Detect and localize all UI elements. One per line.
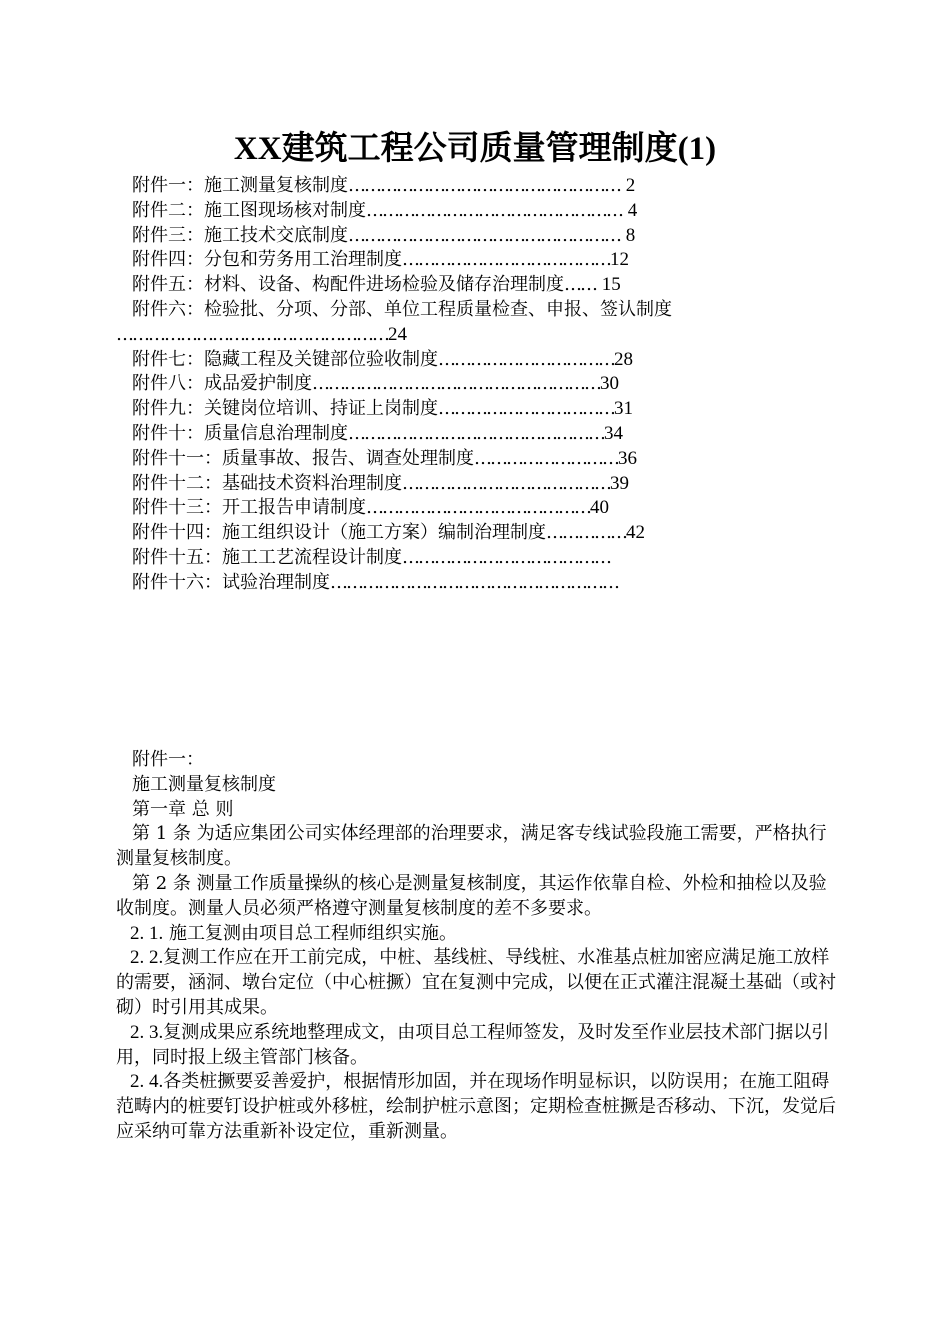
toc-page-number: 30 (600, 373, 619, 395)
toc-label: 附件十五：施工工艺流程设计制度 (132, 546, 402, 568)
section-title: 施工测量复核制度 (132, 773, 276, 795)
toc-leader: …………………………………………… (348, 175, 620, 196)
toc-entry[interactable] (132, 372, 812, 397)
document-title: XX建筑工程公司质量管理制度(1) (233, 131, 717, 167)
clause-paragraph (116, 922, 836, 947)
clause-text: 施工复测由项目总工程师组织实施。 (163, 922, 457, 944)
toc-entry[interactable] (132, 521, 812, 546)
toc-leader: …………………………………… (366, 497, 590, 519)
article-label: 第 2 条 (132, 872, 191, 894)
toc-page-number: 12 (610, 249, 629, 271)
article-paragraph (116, 822, 836, 872)
toc-entry[interactable] (132, 199, 812, 224)
toc-label: 附件七：隐藏工程及关键部位验收制度 (132, 348, 438, 370)
toc-entry[interactable] (132, 298, 812, 323)
toc-leader: ……………………… (474, 447, 618, 469)
toc-entry[interactable] (132, 397, 812, 422)
table-of-contents (116, 174, 812, 596)
toc-leader: …………………………………………… (116, 323, 388, 345)
toc-leader: ………………………………………… (366, 199, 622, 221)
toc-leader: …… (564, 274, 596, 296)
toc-page-number: 28 (614, 348, 633, 370)
toc-leader: ………………………………… (402, 472, 610, 494)
toc-label: 附件十：质量信息治理制度 (132, 422, 348, 444)
toc-leader: …………………………… (438, 398, 614, 420)
clause-text: 复测成果应系统地整理成文，由项目总工程师签发，及时发至作业层技术部门据以引用，同时报上级主管部门核备。 (116, 1021, 830, 1068)
toc-label: 附件八：成品爱护制度 (132, 373, 312, 395)
toc-label: 附件六：检验批、分项、分部、单位工程质量检查、申报、签认制度 (132, 298, 672, 320)
toc-leader: ………………………………………… (348, 422, 604, 444)
toc-entry[interactable] (132, 174, 812, 199)
toc-entry[interactable] (132, 422, 812, 447)
toc-page-number: 8 (625, 224, 636, 246)
toc-label: 附件一：施工测量复核制度 (132, 175, 348, 196)
article-paragraph (116, 872, 836, 922)
toc-label: 附件五：材料、设备、构配件进场检验及储存治理制度 (132, 274, 564, 296)
section-heading: 附件一： (132, 749, 204, 770)
toc-page-number: 42 (626, 522, 645, 544)
toc-entry[interactable] (132, 546, 812, 571)
toc-label: 附件九：关键岗位培训、持证上岗制度 (132, 398, 438, 420)
clause-number: 2. 3. (130, 1021, 164, 1043)
article-text: 为适应集团公司实体经理部的治理要求，满足客专线试验段施工需要，严格执行测量复核制度。 (116, 823, 827, 870)
toc-page-number: 36 (618, 447, 637, 469)
toc-entry[interactable] (132, 248, 812, 273)
toc-label: 附件十二：基础技术资料治理制度 (132, 472, 402, 494)
toc-page-number: 15 (601, 274, 621, 296)
toc-entry[interactable] (132, 224, 812, 249)
clause-text: 各类桩撅要妥善爱护，根据情形加固，并在现场作明显标识，以防误用；在施工阻碍范畴内的桩要钉设护桩或外移桩，绘制护桩示意图；定期检查桩撅是否移动、下沉，发觉后应采纳可靠方法重新补设定位，重新测量。 (116, 1071, 836, 1142)
clause-number: 2. 1. (130, 922, 164, 944)
clause-number: 2. 2. (130, 947, 164, 969)
toc-entry[interactable] (132, 273, 812, 298)
toc-page-number: 4 (627, 199, 638, 221)
toc-leader: …………………………………………… (348, 224, 620, 246)
toc-leader: ……………………………………………… (312, 373, 600, 395)
chapter-heading: 第一章 总 则 (132, 798, 234, 820)
toc-page-number: 34 (604, 422, 623, 444)
clause-paragraph (116, 946, 836, 1020)
toc-entry[interactable] (132, 472, 812, 497)
toc-label: 附件十六：试验治理制度 (132, 571, 330, 593)
toc-label: 附件二：施工图现场核对制度 (132, 199, 366, 221)
clause-paragraph (116, 1021, 836, 1071)
toc-leader: …………… (546, 522, 626, 544)
toc-entry-continuation[interactable] (116, 323, 812, 348)
toc-page-number: 31 (614, 398, 633, 420)
toc-entry[interactable] (132, 496, 812, 521)
article-text: 测量工作质量操纵的核心是测量复核制度，其运作依靠自检、外检和抽检以及验收制度。测量人员必须严格遵守测量复核制度的差不多要求。 (116, 872, 827, 919)
toc-entry[interactable] (132, 571, 812, 596)
toc-leader: ………………………………… (402, 249, 610, 271)
toc-page-number: 24 (388, 323, 407, 345)
toc-entry[interactable] (132, 348, 812, 373)
document-body (116, 748, 836, 1145)
toc-page-number: 2 (625, 175, 636, 196)
toc-label: 附件三：施工技术交底制度 (132, 224, 348, 246)
clause-text: 复测工作应在开工前完成，中桩、基线桩、导线桩、水准基点桩加密应满足施工放样的需要，涵洞、墩台定位（中心桩撅）宜在复测中完成，以便在正式灌注混凝土基础（或衬砌）时引用其成果。 (116, 947, 836, 1018)
toc-entry[interactable] (132, 447, 812, 472)
toc-label: 附件四：分包和劳务用工治理制度 (132, 249, 402, 271)
toc-leader: …………………………… (438, 348, 614, 370)
toc-label: 附件十四：施工组织设计（施工方案）编制治理制度 (132, 522, 546, 544)
toc-page-number: 39 (610, 472, 629, 494)
clause-number: 2. 4. (130, 1071, 164, 1093)
toc-leader: ……………………………………………… (330, 571, 618, 593)
toc-leader: ………………………………… (402, 546, 610, 568)
clause-paragraph (116, 1070, 836, 1144)
toc-label: 附件十三：开工报告申请制度 (132, 497, 366, 519)
toc-page-number: 40 (590, 497, 609, 519)
article-label: 第 1 条 (132, 823, 191, 845)
toc-label: 附件十一：质量事故、报告、调查处理制度 (132, 447, 474, 469)
